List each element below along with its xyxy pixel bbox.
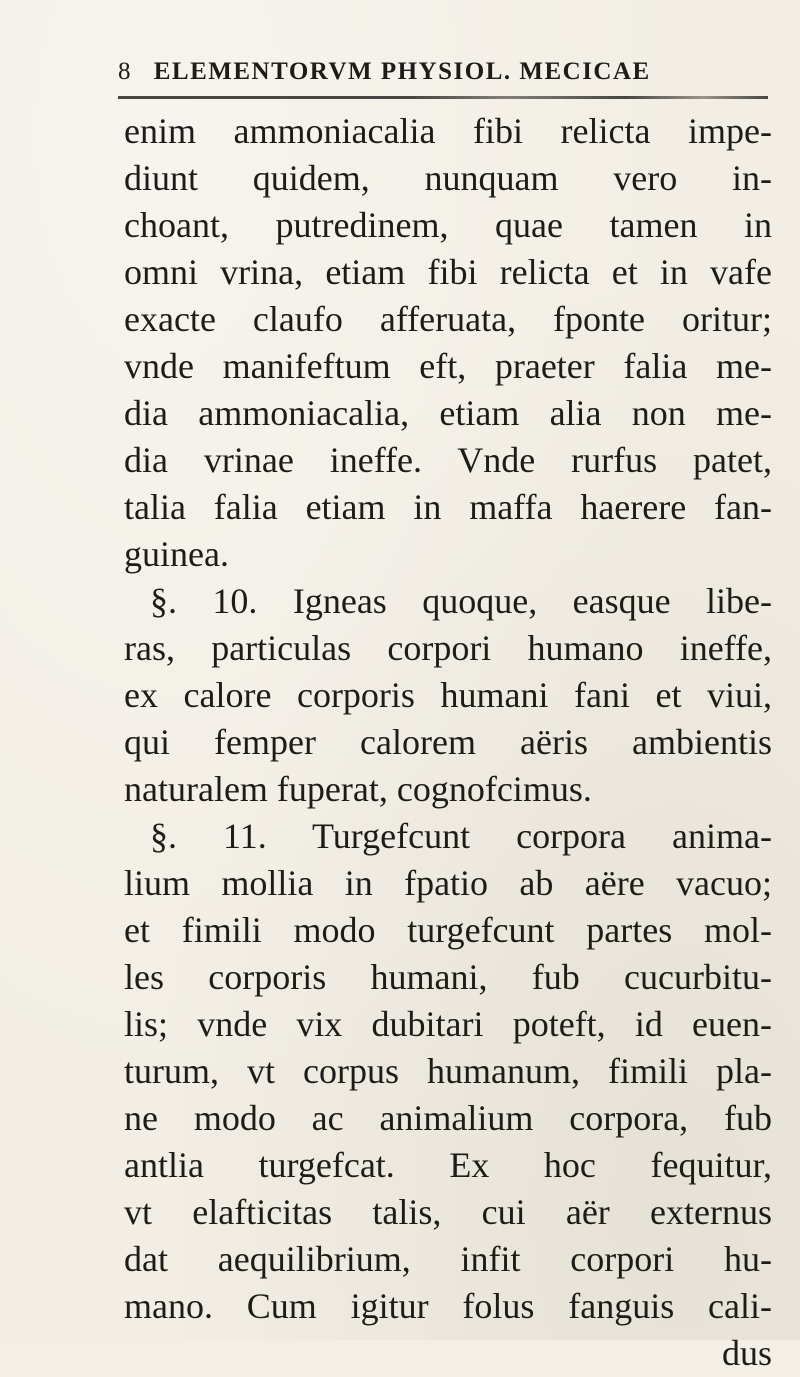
text-line: dia vrinae ineffe. Vnde rurfus patet, bbox=[124, 440, 772, 480]
text-line: ne modo ac animalium corpora, fub bbox=[124, 1098, 772, 1138]
text-line: enim ammoniacalia fibi relicta impe- bbox=[124, 111, 772, 151]
text-line: les corporis humani, fub cucurbitu- bbox=[124, 957, 772, 997]
section-10-start: §. 10. Igneas quoque, easque libe- bbox=[150, 581, 772, 621]
text-line: talia falia etiam in maffa haerere fan- bbox=[124, 487, 772, 527]
running-title: ELEMENTORVM PHYSIOL. MECICAE bbox=[153, 58, 651, 85]
text-line: diunt quidem, nunquam vero in- bbox=[124, 158, 772, 198]
text-line: ras, particulas corpori humano ineffe, bbox=[124, 628, 772, 668]
text-line: mano. Cum igitur folus fanguis cali- bbox=[124, 1286, 772, 1326]
text-line: omni vrina, etiam fibi relicta et in vafe bbox=[124, 252, 772, 292]
text-line: naturalem fuperat, cognofcimus. bbox=[124, 769, 592, 809]
text-line: exacte claufo afferuata, fponte oritur; bbox=[124, 299, 772, 339]
text-line: vnde manifeftum eft, praeter falia me- bbox=[124, 346, 772, 386]
header-rule bbox=[118, 96, 768, 99]
catchword: dus bbox=[721, 1333, 772, 1373]
text-line: antlia turgefcat. Ex hoc fequitur, bbox=[124, 1145, 772, 1185]
text-line: qui femper calorem aëris ambientis bbox=[124, 722, 772, 762]
text-line: choant, putredinem, quae tamen in bbox=[124, 205, 772, 245]
page-number: 8 bbox=[118, 58, 132, 85]
text-line: et fimili modo turgefcunt partes mol- bbox=[124, 910, 772, 950]
text-line: dia ammoniacalia, etiam alia non me- bbox=[124, 393, 772, 433]
text-line: vt elafticitas talis, cui aër externus bbox=[124, 1192, 772, 1232]
text-line: dat aequilibrium, infit corpori hu- bbox=[124, 1239, 772, 1279]
running-head bbox=[118, 58, 766, 92]
body-text bbox=[124, 108, 772, 1377]
text-line: turum, vt corpus humanum, fimili pla- bbox=[124, 1051, 772, 1091]
text-line: ex calore corporis humani fani et viui, bbox=[124, 675, 772, 715]
section-11-start: §. 11. Turgefcunt corpora anima- bbox=[150, 816, 772, 856]
text-line: lium mollia in fpatio ab aëre vacuo; bbox=[124, 863, 772, 903]
text-line: lis; vnde vix dubitari poteft, id euen- bbox=[124, 1004, 772, 1044]
text-line: guinea. bbox=[124, 534, 229, 574]
